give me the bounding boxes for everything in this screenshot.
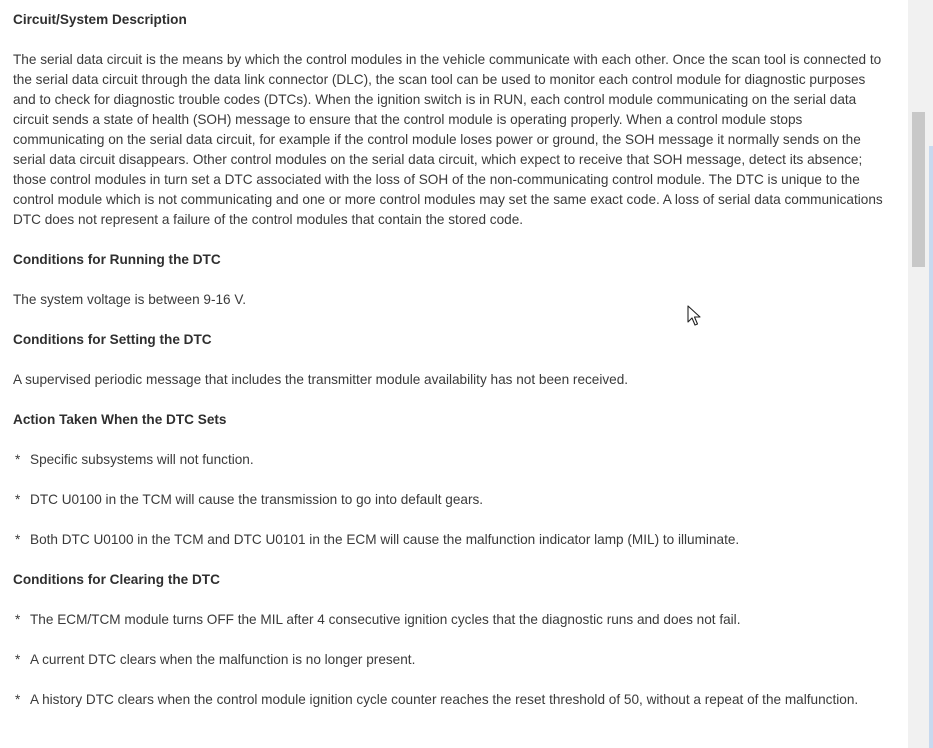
heading-conditions-clearing: Conditions for Clearing the DTC: [13, 572, 220, 587]
heading-circuit-system-description: Circuit/System Description: [13, 12, 187, 27]
vertical-scrollbar-thumb[interactable]: [912, 112, 925, 267]
list-item-action-2: [13, 490, 888, 510]
heading-conditions-running: Conditions for Running the DTC: [13, 252, 221, 267]
list-item-text: The ECM/TCM module turns OFF the MIL after 4 consecutive ignition cycles that the diagnostic runs and does not fail.: [30, 612, 741, 627]
bullet-marker: *: [15, 532, 21, 547]
heading-conditions-setting: Conditions for Setting the DTC: [13, 332, 212, 347]
bullet-marker: *: [15, 492, 21, 507]
list-item-clearing-1: [13, 610, 888, 630]
list-item-text: Both DTC U0100 in the TCM and DTC U0101 in the ECM will cause the malfunction indicator lamp (MIL) to illuminate.: [30, 532, 740, 547]
heading-action-taken: Action Taken When the DTC Sets: [13, 412, 227, 427]
list-item-clearing-3: [13, 690, 888, 710]
list-item-text: DTC U0100 in the TCM will cause the transmission to go into default gears.: [30, 492, 484, 507]
list-item-clearing-2: [13, 650, 888, 670]
window-edge-accent: [929, 146, 933, 748]
list-item-action-3: [13, 530, 888, 550]
mouse-pointer-icon: [687, 305, 701, 327]
paragraph-circuit-system-description: The serial data circuit is the means by which the control modules in the vehicle communicate with each other. Once the scan tool is connected to the serial data circuit through the data link connector (DLC), the scan tool can be used to monitor each control module for diagnostic purposes and to check for diagnostic trouble codes (DTCs). When the ignition switch is in RUN, each control module communicating on the serial data circuit sends a state of health (SOH) message to ensure that the control module is operating properly. When a control module stops communicating on the serial data circuit, for example if the control module loses power or ground, the SOH message it normally sends on the serial data circuit disappears. Other control modules on the serial data circuit, which expect to receive that SOH message, detect its absence; those control modules in turn set a DTC associated with the loss of SOH of the non-communicating control module. The DTC is unique to the control module which is not communicating and one or more control modules may set the same exact code. A loss of serial data communications DTC does not represent a failure of the control modules that contain the stored code.: [13, 52, 883, 227]
paragraph-conditions-setting: A supervised periodic message that includes the transmitter module availability has not been received.: [13, 372, 629, 387]
bullet-marker: *: [15, 612, 21, 627]
bullet-marker: *: [15, 452, 21, 467]
list-item-text: A history DTC clears when the control module ignition cycle counter reaches the reset threshold of 50, without a repeat of the malfunction.: [30, 692, 859, 707]
bullet-marker: *: [15, 692, 21, 707]
list-item-text: A current DTC clears when the malfunction is no longer present.: [30, 652, 416, 667]
paragraph-conditions-running: The system voltage is between 9-16 V.: [13, 292, 246, 307]
document-content: [13, 10, 888, 730]
list-item-action-1: [13, 450, 888, 470]
list-item-text: Specific subsystems will not function.: [30, 452, 254, 467]
bullet-marker: *: [15, 652, 21, 667]
